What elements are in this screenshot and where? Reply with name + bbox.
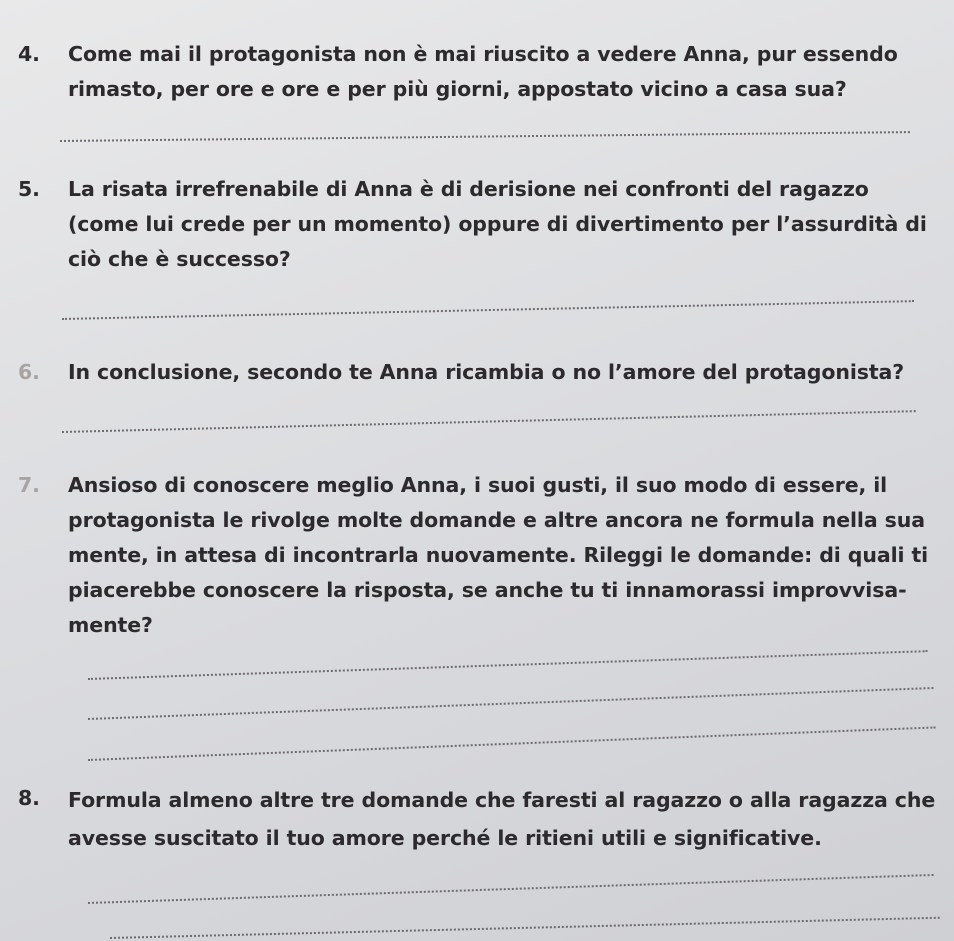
answer-line[interactable] <box>62 300 914 320</box>
question-6 <box>18 355 943 390</box>
question-text: Come mai il protagonista non è mai riuscito a vedere Anna, pur essendo rimasto, per ore e ore e per più giorni, appostato vicino a casa sua? <box>68 42 898 101</box>
question-4 <box>18 37 943 107</box>
question-number: 7. <box>18 473 40 497</box>
question-text: Ansioso di conoscere meglio Anna, i suoi gusti, il suo modo di essere, il protagonista le rivolge molte domande e altre ancora ne formula nella sua mente, in attesa di incontrarla nuovamente. Rileggi le domande: di quali ti piacerebbe conoscere la risposta, se anche tu ti innamorassi improvvisa-mente? <box>68 473 929 637</box>
answer-line[interactable] <box>88 874 934 904</box>
question-text: Formula almeno altre tre domande che faresti al ragazzo o alla ragazza che avesse suscitato il tuo amore perché le ritieni utili e significative. <box>68 788 936 850</box>
question-text: La risata irrefrenabile di Anna è di derisione nei confronti del ragazzo (come lui crede per un momento) oppure di divertimento per l’assurdità di ciò che è successo? <box>68 177 927 271</box>
answer-line[interactable] <box>88 687 934 720</box>
question-7 <box>18 468 943 643</box>
question-8 <box>18 781 943 857</box>
question-number: 8. <box>18 786 40 810</box>
question-text: In conclusione, secondo te Anna ricambia o no l’amore del protagonista? <box>68 360 905 384</box>
answer-line[interactable] <box>88 726 935 761</box>
answer-line[interactable] <box>88 650 928 680</box>
answer-line[interactable] <box>60 131 910 142</box>
question-number: 6. <box>18 360 40 384</box>
question-5 <box>18 172 943 277</box>
answer-line[interactable] <box>110 917 940 939</box>
question-number: 5. <box>18 177 40 201</box>
answer-line[interactable] <box>62 410 916 433</box>
question-number: 4. <box>18 42 40 66</box>
